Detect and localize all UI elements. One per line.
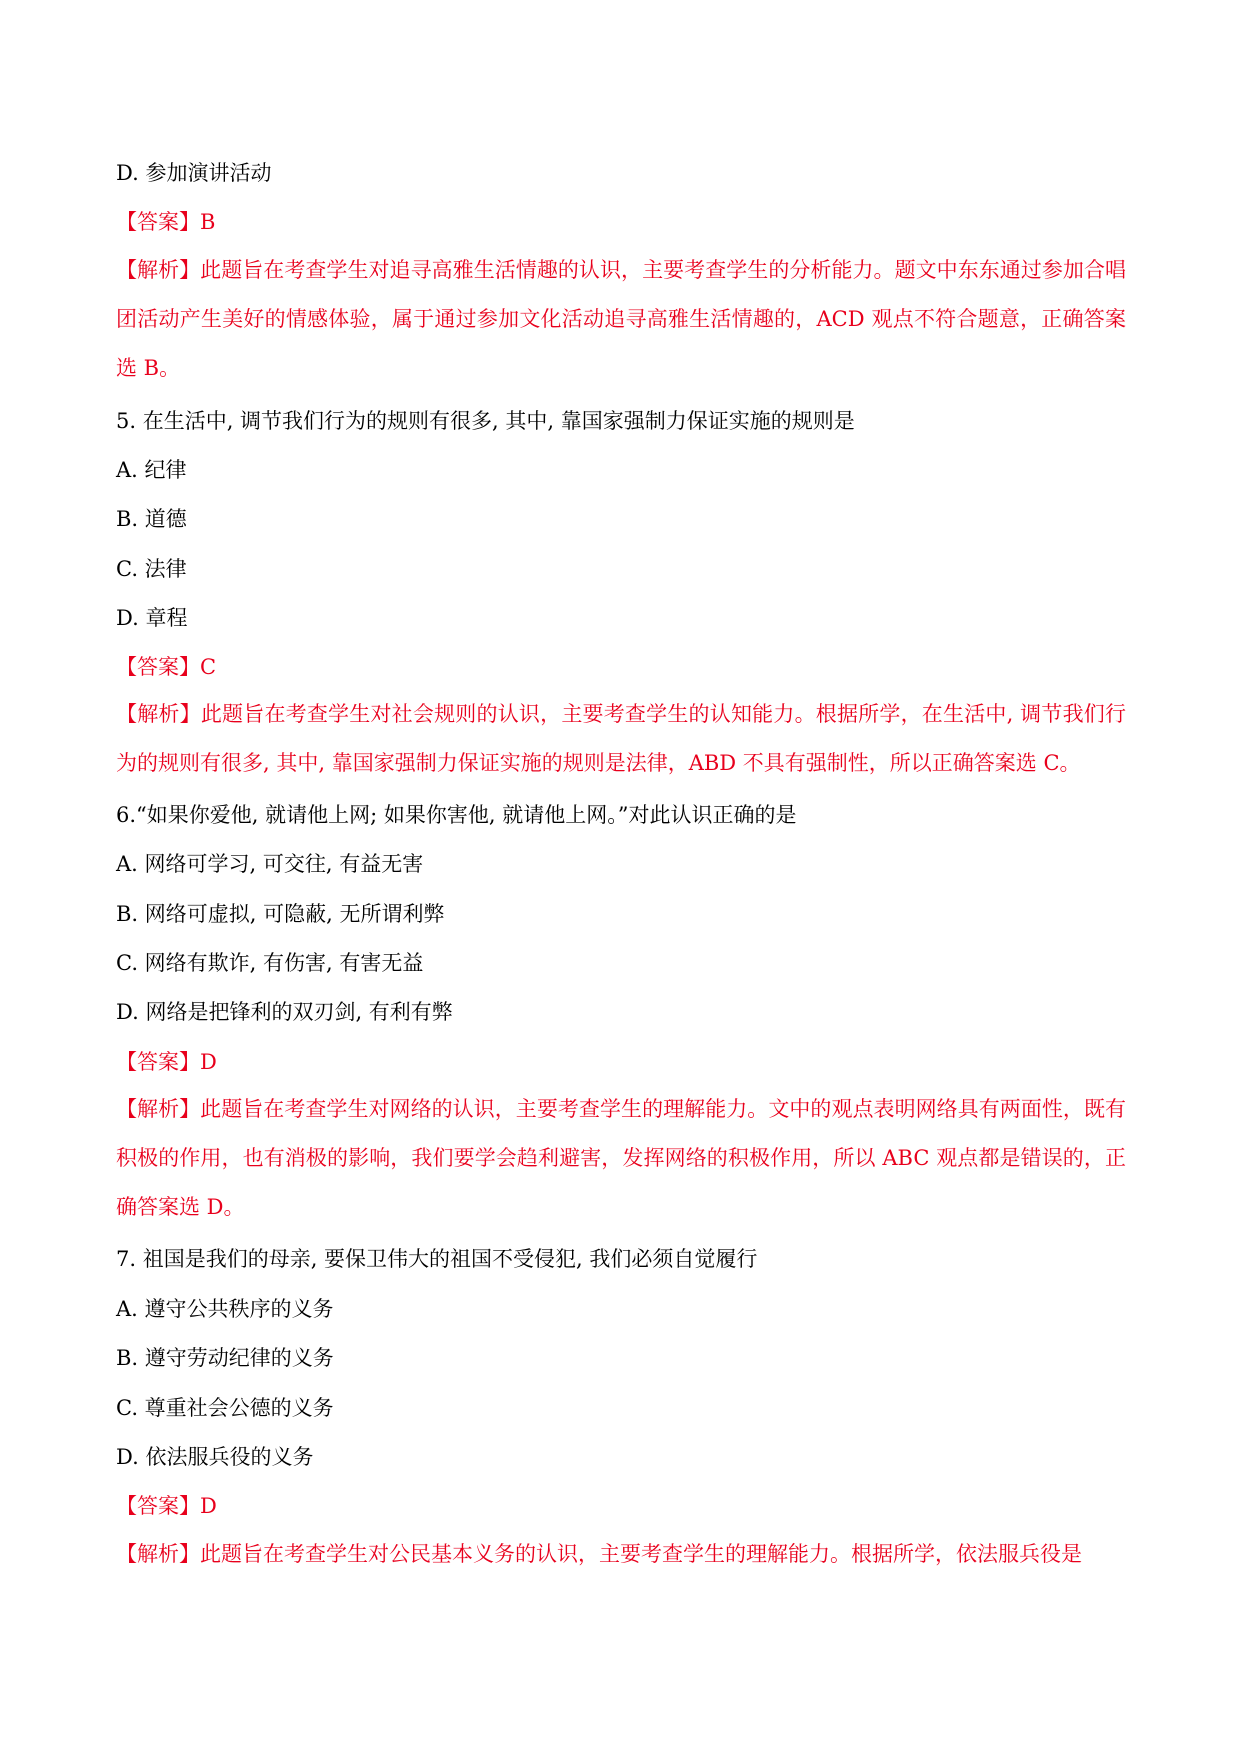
answer-tag: 【答案】 [116,1050,200,1074]
q5-option-c: C. 法律 [116,557,187,581]
q5-stem: 5. 在生活中, 调节我们行为的规则有很多, 其中, 靠国家强制力保证实施的规则是 [116,409,855,433]
q6-option-a: A. 网络可学习, 可交往, 有益无害 [116,852,424,876]
answer-value: B [200,210,216,234]
q5-analysis [116,690,1126,788]
q5-option-d: D. 章程 [116,606,188,630]
answer-tag: 【答案】 [116,655,200,679]
q7-option-b: B. 遵守劳动纪律的义务 [116,1346,334,1370]
q6-analysis [116,1085,1126,1232]
answer-tag: 【答案】 [116,210,200,234]
analysis-text: 此题旨在考查学生对网络的认识，主要考查学生的理解能力。文中的观点表明网络具有两面性，既有积极的作用，也有消极的影响，我们要学会趋利避害，发挥网络的积极作用，所以 ABC 观点都是错误的，正确答案选 D。 [116,1097,1126,1219]
analysis-tag: 【解析】 [116,702,201,726]
q7-option-d: D. 依法服兵役的义务 [116,1445,314,1469]
q7-analysis [116,1530,1126,1579]
prev-analysis [116,246,1126,393]
q7-option-a: A. 遵守公共秩序的义务 [116,1297,334,1321]
q6-answer-line [116,1048,217,1076]
q6-option-b: B. 网络可虚拟, 可隐蔽, 无所谓利弊 [116,902,445,926]
answer-value: C [200,655,217,679]
q5-option-a: A. 纪律 [116,458,187,482]
analysis-text: 此题旨在考查学生对社会规则的认识，主要考查学生的认知能力。根据所学，在生活中, 调节我们行为的规则有很多, 其中, 靠国家强制力保证实施的规则是法律，ABD 不具有强制性，所以正确答案选 C。 [116,702,1126,775]
answer-value: D [200,1050,217,1074]
analysis-tag: 【解析】 [116,258,201,282]
q7-stem: 7. 祖国是我们的母亲, 要保卫伟大的祖国不受侵犯, 我们必须自觉履行 [116,1247,758,1271]
analysis-text: 此题旨在考查学生对公民基本义务的认识，主要考查学生的理解能力。根据所学，依法服兵役是 [200,1542,1082,1566]
analysis-text: 此题旨在考查学生对追寻高雅生活情趣的认识，主要考查学生的分析能力。题文中东东通过参加合唱团活动产生美好的情感体验，属于通过参加文化活动追寻高雅生活情趣的，ACD 观点不符合题意，正确答案选 B。 [116,258,1126,380]
answer-value: D [200,1494,217,1518]
q5-option-b: B. 道德 [116,507,187,531]
q7-option-c: C. 尊重社会公德的义务 [116,1396,334,1420]
prev-answer-line [116,208,215,236]
q6-option-d: D. 网络是把锋利的双刃剑, 有利有弊 [116,1000,453,1024]
q7-answer-line [116,1492,217,1520]
q5-answer-line [116,653,216,681]
q6-stem: 6.“如果你爱他, 就请他上网; 如果你害他, 就请他上网。”对此认识正确的是 [116,803,797,827]
answer-tag: 【答案】 [116,1494,200,1518]
analysis-tag: 【解析】 [116,1097,201,1121]
analysis-tag: 【解析】 [116,1542,200,1566]
prev-option-d: D. 参加演讲活动 [116,161,272,185]
q6-option-c: C. 网络有欺诈, 有伤害, 有害无益 [116,951,424,975]
